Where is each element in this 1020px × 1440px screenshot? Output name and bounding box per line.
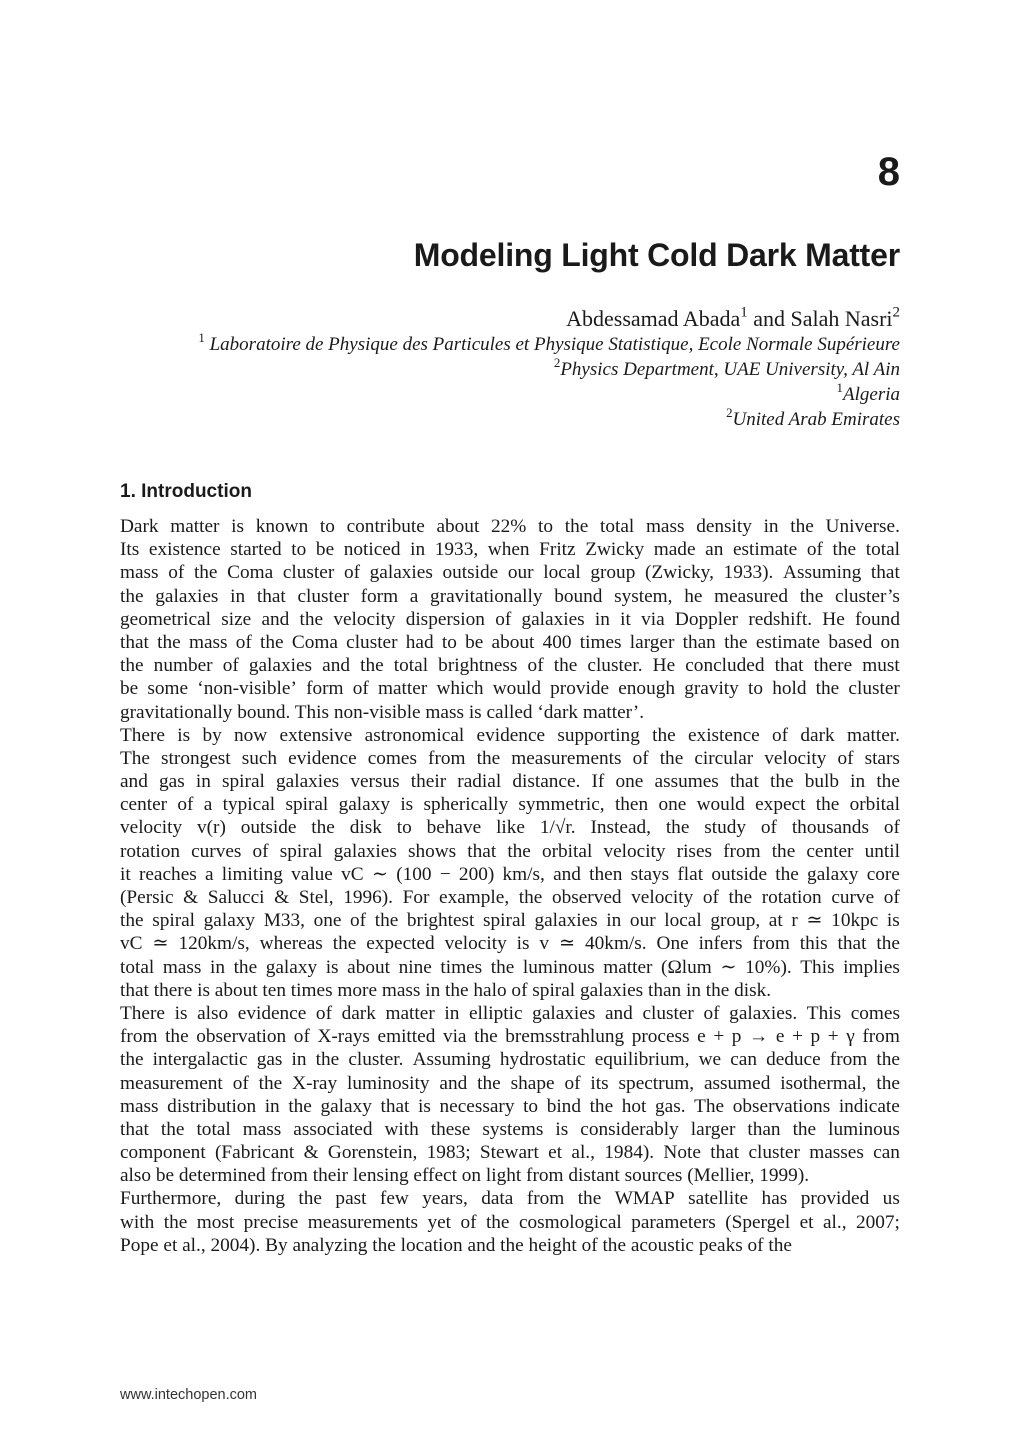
affiliation-text: Laboratoire de Physique des Particules et Physique Statistique, Ecole Normale Supérieure bbox=[204, 334, 900, 355]
section-heading: 1. Introduction bbox=[120, 481, 252, 502]
author-2-affiliation-mark: 2 bbox=[892, 304, 900, 321]
authors-line bbox=[566, 306, 900, 332]
text-line: Its existence started to be noticed in 1933, when Fritz Zwicky made an estimate of the total bbox=[120, 539, 900, 561]
affiliation-4 bbox=[726, 405, 900, 431]
text-line: with the most precise measurements yet of the cosmological parameters (Spergel et al., 2007; bbox=[120, 1211, 900, 1233]
text-line: the galaxies in that cluster form a gravitationally bound system, he measured the cluster’s bbox=[120, 585, 900, 607]
text-line: measurement of the X-ray luminosity and the shape of its spectrum, assumed isothermal, the bbox=[120, 1072, 900, 1094]
text-line: The strongest such evidence comes from the measurements of the circular velocity of stars bbox=[120, 747, 900, 769]
affiliation-text: Algeria bbox=[843, 384, 900, 405]
text-line: total mass in the galaxy is about nine times the luminous matter (Ωlum ∼ 10%). This implies bbox=[120, 956, 900, 978]
author-1: Abdessamad Abada bbox=[566, 306, 741, 331]
text-line: the intergalactic gas in the cluster. Assuming hydrostatic equilibrium, we can deduce from the bbox=[120, 1049, 900, 1071]
text-line: that the total mass associated with these systems is considerably larger than the luminous bbox=[120, 1118, 900, 1140]
text-line: that there is about ten times more mass in the halo of spiral galaxies than in the disk. bbox=[120, 979, 772, 1001]
footer-url[interactable]: www.intechopen.com bbox=[120, 1387, 258, 1403]
text-line: that the mass of the Coma cluster had to be about 400 times larger than the estimate based on bbox=[120, 631, 900, 653]
author-1-affiliation-mark: 1 bbox=[740, 304, 748, 321]
affiliation-2 bbox=[553, 355, 900, 381]
text-line: be some ‘non-visible’ form of matter which would provide enough gravity to hold the cluster bbox=[120, 678, 900, 700]
text-line: vC ≃ 120km/s, whereas the expected velocity is v ≃ 40km/s. One infers from this that the bbox=[120, 933, 900, 955]
text-line: There is by now extensive astronomical evidence supporting the existence of dark matter. bbox=[120, 724, 900, 746]
text-line: it reaches a limiting value vC ∼ (100 − 200) km/s, and then stays flat outside the galaxy core bbox=[120, 863, 900, 885]
text-line: Pope et al., 2004). By analyzing the location and the height of the acoustic peaks of the bbox=[120, 1234, 792, 1256]
text-line: Furthermore, during the past few years, data from the WMAP satellite has provided us bbox=[120, 1188, 900, 1210]
chapter-title: Modeling Light Cold Dark Matter bbox=[413, 237, 900, 273]
chapter-number: 8 bbox=[877, 150, 900, 194]
text-line: and gas in spiral galaxies versus their radial distance. If one assumes that the bulb in the bbox=[120, 771, 900, 793]
affiliation-mark: 1 bbox=[198, 330, 205, 345]
text-line: rotation curves of spiral galaxies shows that the orbital velocity rises from the center until bbox=[120, 840, 900, 862]
text-line: velocity v(r) outside the disk to behave like 1/√r. Instead, the study of thousands of bbox=[120, 817, 900, 839]
text-line: from the observation of X-rays emitted via the bremsstrahlung process e + p → e + p + γ from bbox=[120, 1026, 900, 1048]
affiliation-mark: 2 bbox=[726, 405, 733, 420]
affiliation-text: Physics Department, UAE University, Al Ain bbox=[560, 359, 900, 380]
text-line: the spiral galaxy M33, one of the brightest spiral galaxies in our local group, at r ≃ 10kpc is bbox=[120, 910, 900, 932]
text-line: mass distribution in the galaxy that is necessary to bind the hot gas. The observations indicate bbox=[120, 1095, 900, 1117]
body-text bbox=[120, 515, 900, 1257]
text-line: also be determined from their lensing effect on light from distant sources (Mellier, 1999). bbox=[120, 1165, 810, 1187]
text-line: component (Fabricant & Gorenstein, 1983; Stewart et al., 1984). Note that cluster masses can bbox=[120, 1142, 900, 1164]
author-2: and Salah Nasri bbox=[747, 306, 893, 331]
text-line: There is also evidence of dark matter in elliptic galaxies and cluster of galaxies. This comes bbox=[120, 1002, 900, 1024]
text-line: geometrical size and the velocity dispersion of galaxies in it via Doppler redshift. He found bbox=[120, 608, 900, 630]
affiliation-3 bbox=[836, 380, 900, 406]
text-line: center of a typical spiral galaxy is spherically symmetric, then one would expect the orbital bbox=[120, 794, 900, 816]
affiliation-text: United Arab Emirates bbox=[732, 409, 900, 430]
affiliation-mark: 2 bbox=[553, 355, 561, 370]
text-line: the number of galaxies and the total brightness of the cluster. He concluded that there must bbox=[120, 655, 900, 677]
text-line: Dark matter is known to contribute about 22% to the total mass density in the Universe. bbox=[120, 516, 900, 537]
affiliation-1 bbox=[198, 330, 900, 356]
affiliation-mark: 1 bbox=[836, 380, 843, 395]
text-line: mass of the Coma cluster of galaxies outside our local group (Zwicky, 1933). Assuming that bbox=[120, 562, 900, 584]
text-line: gravitationally bound. This non-visible mass is called ‘dark matter’. bbox=[120, 701, 645, 723]
text-line: (Persic & Salucci & Stel, 1996). For example, the observed velocity of the rotation curve of bbox=[120, 887, 900, 908]
